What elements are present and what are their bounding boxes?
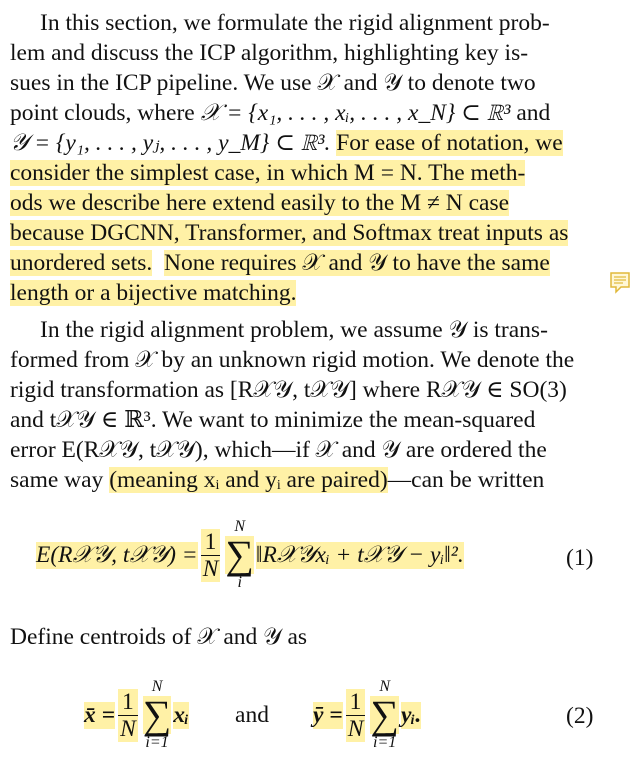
eq2-sum-x — [143, 678, 172, 752]
para2-line6 — [10, 465, 544, 495]
eq2-sum-y-bot: i=1 — [373, 734, 397, 751]
eq2-and: and — [235, 701, 269, 728]
para1-line5 — [10, 128, 563, 158]
eq1-sum-sigma: ∑ — [225, 532, 254, 577]
para1-line1: In this section, we formulate the rigid alignment prob- — [40, 10, 550, 36]
eq2-frac-y-den: N — [347, 715, 364, 742]
eq2-frac-x-num: 1 — [118, 689, 138, 716]
para2-line4: and t𝒳𝒴 ∈ ℝ³. We want to minimize the mean-squared — [10, 407, 536, 433]
centroid-text: Define centroids of 𝒳 and 𝒴 as — [10, 624, 308, 650]
para1-line5-math: 𝒴 = {y₁, . . . , yⱼ, . . . , y_M} ⊂ ℝ³. — [10, 130, 337, 156]
eq2-xbar: x̄ = — [84, 701, 116, 728]
para2-line3: rigid transformation as [R𝒳𝒴, t𝒳𝒴] where R𝒳𝒴 ∈ SO(3) — [10, 377, 567, 403]
eq2-frac-y — [346, 689, 366, 742]
para1-line4 — [10, 98, 550, 128]
equation-2 — [84, 672, 421, 758]
para1-line5-highlight: For ease of notation, we — [336, 130, 563, 156]
eq2-sum-x-sigma: ∑ — [142, 692, 172, 737]
para1-line8 — [10, 218, 568, 248]
eq2-frac-x — [118, 689, 138, 742]
eq1-body: ‖R𝒳𝒴xᵢ + t𝒳𝒴 − yᵢ‖². — [255, 541, 464, 568]
para1-line9-highlight-a: unordered sets. — [10, 250, 153, 276]
eq1-frac-num: 1 — [201, 529, 221, 556]
para1-line10 — [10, 278, 296, 308]
para1-line4-math: 𝒳 = {x₁, . . . , xᵢ, . . . , x_N} ⊂ ℝ³ — [200, 100, 511, 126]
eq2-sum-y-top: N — [379, 678, 391, 695]
eq2-xterm: xᵢ — [173, 701, 190, 728]
eq1-sum — [225, 518, 254, 592]
para1-line7-highlight: ods we describe here extend easily to the M ≠ N case — [10, 190, 510, 216]
eq2-sum-x-top: N — [151, 678, 163, 695]
eq1-lhs: E(R𝒳𝒴, t𝒳𝒴) = — [36, 541, 198, 568]
eq1-sum-top: N — [234, 518, 245, 535]
para1-line3: sues in the ICP pipeline. We use 𝒳 and 𝒴 to denote two — [10, 70, 536, 96]
para2-line5: error E(R𝒳𝒴, t𝒳𝒴), which—if 𝒳 and 𝒴 are ordered the — [10, 437, 547, 463]
eq1-fraction — [201, 529, 221, 582]
para1-line9-highlight-b: None requires 𝒳 and 𝒴 to have the same — [164, 250, 550, 276]
para1-line10-highlight: length or a bijective matching. — [10, 280, 297, 306]
eq1-frac-den: N — [202, 555, 219, 582]
eq2-number: (2) — [566, 703, 594, 729]
eq2-sum-y-sigma: ∑ — [370, 692, 399, 737]
eq2-sum-x-bot: i=1 — [145, 734, 169, 751]
equation-1 — [36, 515, 464, 595]
eq2-yterm: yᵢ. — [400, 701, 422, 728]
para2-line1: In the rigid alignment problem, we assume 𝒴 is trans- — [40, 317, 548, 343]
para1-line2: lem and discuss the ICP algorithm, highlighting key is- — [10, 40, 529, 66]
comment-note-icon[interactable] — [610, 272, 630, 294]
para1-line6-highlight: consider the simplest case, in which M = N. The meth- — [10, 160, 526, 186]
eq2-ybar: ȳ = — [312, 701, 343, 728]
para1-line9 — [10, 248, 550, 278]
eq2-frac-x-den: N — [120, 715, 136, 742]
eq2-sum-y — [370, 678, 399, 752]
para1-line4-end: and — [510, 100, 551, 126]
eq1-sum-bot: i — [237, 574, 242, 591]
para2-line6-highlight: (meaning xᵢ and yᵢ are paired) — [109, 467, 388, 493]
para1-line4-text: point clouds, where — [10, 100, 201, 126]
para1-line6 — [10, 158, 525, 188]
para2-line6-end: —can be written — [387, 467, 545, 493]
para2-line6-text: same way — [10, 467, 110, 493]
eq1-number: (1) — [566, 545, 594, 571]
para1-line8-highlight: because DGCNN, Transformer, and Softmax treat inputs as — [10, 220, 569, 246]
eq2-frac-y-num: 1 — [346, 689, 366, 716]
para1-line7 — [10, 188, 509, 218]
para2-line2: formed from 𝒳 by an unknown rigid motion. We denote the — [10, 347, 575, 373]
